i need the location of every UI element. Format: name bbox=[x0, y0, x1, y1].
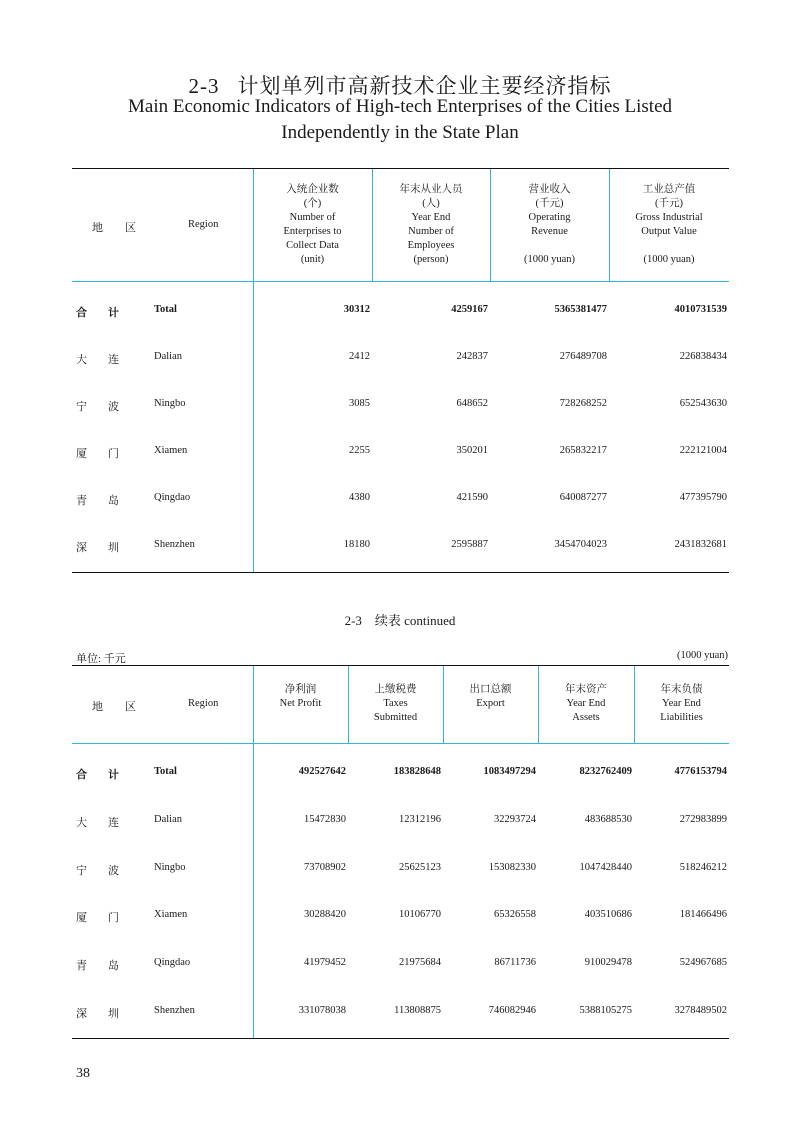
continued-title: 2-3 续表 continued bbox=[344, 613, 456, 628]
region-name-en: Xiamen bbox=[154, 445, 188, 456]
table-cell-value: 21975684 bbox=[399, 957, 441, 968]
region-name-en: Ningbo bbox=[154, 398, 186, 409]
table-cell-value: 25625123 bbox=[399, 862, 441, 873]
table-cell-value: 652543630 bbox=[679, 398, 727, 409]
region-header-en: Region bbox=[188, 219, 219, 230]
column-header-line: (person) bbox=[413, 254, 449, 265]
region-name-en: Dalian bbox=[154, 351, 182, 362]
region-name-en: Qingdao bbox=[154, 492, 191, 503]
table2-bottom-rule bbox=[72, 1038, 729, 1039]
column-header bbox=[634, 683, 729, 725]
table1-top-rule bbox=[72, 168, 729, 169]
column-header bbox=[253, 683, 348, 711]
column-header-line: Employees bbox=[407, 240, 455, 251]
table-cell-value: 32293724 bbox=[494, 814, 536, 825]
column-header bbox=[372, 183, 490, 267]
region-name-cn: 大 bbox=[76, 817, 87, 829]
table-row bbox=[0, 539, 800, 555]
table-row bbox=[0, 957, 800, 973]
table-cell-value: 331078038 bbox=[298, 1005, 346, 1016]
table-cell-value: 421590 bbox=[456, 492, 488, 503]
region-name-en: Qingdao bbox=[154, 957, 191, 968]
page-number: 38 bbox=[76, 1066, 90, 1081]
region-name-cn: 青 bbox=[76, 495, 87, 507]
region-name-en: Ningbo bbox=[154, 862, 186, 873]
table-cell-value: 86711736 bbox=[494, 957, 536, 968]
table-cell-value: 477395790 bbox=[679, 492, 727, 503]
column-header-line: 入统企业数 bbox=[286, 184, 339, 195]
column-header bbox=[348, 683, 443, 725]
table-cell-value: 276489708 bbox=[559, 351, 607, 362]
table-row bbox=[0, 351, 800, 367]
column-header-line: 出口总额 bbox=[469, 684, 512, 695]
table-row-total bbox=[0, 766, 800, 782]
column-header-line: 年末从业人员 bbox=[399, 184, 463, 195]
table-cell-value: 3278489502 bbox=[674, 1005, 727, 1016]
table-cell-value: 640087277 bbox=[559, 492, 607, 503]
column-header-line: (千元) bbox=[535, 198, 564, 209]
unit-label-cn: 单位: 千元 bbox=[76, 653, 126, 665]
column-header-line: Taxes bbox=[383, 698, 408, 709]
table-cell-value: 153082330 bbox=[488, 862, 536, 873]
table-cell-value: 3454704023 bbox=[554, 539, 607, 550]
region-name-cn: 圳 bbox=[108, 1008, 119, 1020]
table-cell-value: 648652 bbox=[456, 398, 488, 409]
column-header-line: Assets bbox=[572, 712, 600, 723]
region-header-cn: 地 区 bbox=[92, 222, 136, 234]
table-cell-value: 524967685 bbox=[679, 957, 727, 968]
table-cell-value: 403510686 bbox=[584, 909, 632, 920]
table-cell-value: 226838434 bbox=[679, 351, 727, 362]
region-name-cn: 计 bbox=[108, 307, 119, 319]
table-cell-value: 1083497294 bbox=[483, 766, 536, 777]
table-cell-value: 12312196 bbox=[399, 814, 441, 825]
column-header bbox=[443, 683, 538, 711]
region-name-cn: 门 bbox=[108, 448, 119, 460]
region-name-cn: 计 bbox=[108, 769, 119, 781]
region-name-cn: 厦 bbox=[76, 448, 87, 460]
region-name-cn: 岛 bbox=[108, 960, 119, 972]
column-header-line: (1000 yuan) bbox=[643, 254, 695, 265]
region-name-cn: 深 bbox=[76, 1008, 87, 1020]
region-name-cn: 大 bbox=[76, 354, 87, 366]
table-cell-value: 222121004 bbox=[679, 445, 727, 456]
table-cell-value: 265832217 bbox=[559, 445, 607, 456]
column-header-line: Liabilities bbox=[660, 712, 703, 723]
column-header-line: (千元) bbox=[655, 198, 683, 209]
table-cell-value: 181466496 bbox=[679, 909, 727, 920]
table-cell-value: 10106770 bbox=[399, 909, 441, 920]
column-header-line: Number of bbox=[408, 226, 454, 237]
table-row bbox=[0, 445, 800, 461]
column-header-line: (unit) bbox=[300, 254, 325, 265]
region-name-cn: 青 bbox=[76, 960, 87, 972]
column-header-line: Collect Data bbox=[286, 240, 339, 251]
page-title-en-line2: Independently in the State Plan bbox=[281, 122, 519, 143]
column-header-line: Gross Industrial bbox=[635, 212, 703, 223]
table-cell-value: 5388105275 bbox=[579, 1005, 632, 1016]
table-cell-value: 4010731539 bbox=[674, 304, 727, 315]
column-header-line: 年末负债 bbox=[660, 684, 703, 695]
region-name-cn: 合 bbox=[76, 769, 87, 781]
region-name-en: Dalian bbox=[154, 814, 182, 825]
column-header-line: Year End bbox=[566, 698, 606, 709]
table-cell-value: 113808875 bbox=[394, 1005, 441, 1016]
table-cell-value: 8232762409 bbox=[579, 766, 632, 777]
column-header-line: (人) bbox=[422, 198, 440, 209]
region-name-cn: 深 bbox=[76, 542, 87, 554]
table-row bbox=[0, 492, 800, 508]
table-cell-value: 41979452 bbox=[304, 957, 346, 968]
column-header-line: Operating bbox=[528, 212, 571, 223]
table-cell-value: 492527642 bbox=[298, 766, 346, 777]
region-name-cn: 波 bbox=[108, 865, 119, 877]
table-cell-value: 30312 bbox=[343, 304, 370, 315]
table-row bbox=[0, 398, 800, 414]
table-cell-value: 2255 bbox=[349, 445, 370, 456]
table-row bbox=[0, 1005, 800, 1021]
region-name-cn: 宁 bbox=[76, 401, 87, 413]
table2-header-rule bbox=[72, 743, 729, 744]
column-header-line: 年末资产 bbox=[565, 684, 607, 695]
column-header-line bbox=[490, 239, 609, 253]
column-header-line: Year End bbox=[662, 698, 701, 709]
column-header-line: Output Value bbox=[641, 226, 697, 237]
column-header-line: 上缴税费 bbox=[374, 684, 417, 695]
region-name-cn: 厦 bbox=[76, 912, 87, 924]
column-header-line bbox=[609, 239, 729, 253]
column-header-line: Net Profit bbox=[279, 698, 322, 709]
region-name-en: Total bbox=[154, 766, 177, 777]
region-name-cn: 波 bbox=[108, 401, 119, 413]
column-header-line: 工业总产值 bbox=[642, 184, 696, 195]
column-header-line: 净利润 bbox=[284, 684, 317, 695]
column-header-line: Revenue bbox=[531, 226, 568, 237]
table-cell-value: 728268252 bbox=[559, 398, 607, 409]
table-cell-value: 4380 bbox=[349, 492, 370, 503]
table-cell-value: 183828648 bbox=[393, 766, 441, 777]
column-header-line: Enterprises to bbox=[283, 226, 342, 237]
table-cell-value: 910029478 bbox=[584, 957, 632, 968]
column-header bbox=[490, 183, 609, 267]
region-name-cn: 门 bbox=[108, 912, 119, 924]
column-header-line: Number of bbox=[289, 212, 336, 223]
table-row bbox=[0, 862, 800, 878]
column-header bbox=[609, 183, 729, 267]
column-header-line: Year End bbox=[411, 212, 451, 223]
table1-bottom-rule bbox=[72, 572, 729, 573]
region-name-cn: 宁 bbox=[76, 865, 87, 877]
table-cell-value: 73708902 bbox=[304, 862, 346, 873]
region-name-en: Xiamen bbox=[154, 909, 188, 920]
table-cell-value: 2431832681 bbox=[674, 539, 727, 550]
region-name-cn: 连 bbox=[108, 354, 119, 366]
region-name-en: Shenzhen bbox=[154, 1005, 195, 1016]
table-number: 2-3 bbox=[188, 74, 220, 98]
table-cell-value: 242837 bbox=[456, 351, 488, 362]
table-cell-value: 746082946 bbox=[488, 1005, 536, 1016]
table-cell-value: 1047428440 bbox=[579, 862, 632, 873]
table-cell-value: 350201 bbox=[456, 445, 488, 456]
table2-top-rule bbox=[72, 665, 729, 666]
title-cn-text: 计划单列市高新技术企业主要经济指标 bbox=[237, 74, 612, 98]
table-cell-value: 483688530 bbox=[584, 814, 632, 825]
table-cell-value: 3085 bbox=[349, 398, 370, 409]
table-row bbox=[0, 909, 800, 925]
table2-divider-region bbox=[253, 666, 254, 1038]
region-header-cn: 地 区 bbox=[92, 701, 136, 713]
column-header-line: (个) bbox=[303, 198, 322, 209]
table-row-total bbox=[0, 304, 800, 320]
region-name-cn: 合 bbox=[76, 307, 87, 319]
table-cell-value: 5365381477 bbox=[554, 304, 607, 315]
table1-header-rule bbox=[72, 281, 729, 282]
column-header bbox=[538, 683, 634, 725]
table-cell-value: 272983899 bbox=[679, 814, 727, 825]
table-cell-value: 30288420 bbox=[304, 909, 346, 920]
table-row bbox=[0, 814, 800, 830]
table-cell-value: 18180 bbox=[343, 539, 370, 550]
region-name-cn: 岛 bbox=[108, 495, 119, 507]
region-name-cn: 圳 bbox=[108, 542, 119, 554]
table-cell-value: 2412 bbox=[349, 351, 370, 362]
table-cell-value: 4776153794 bbox=[674, 766, 727, 777]
table-cell-value: 65326558 bbox=[494, 909, 536, 920]
region-name-en: Total bbox=[154, 304, 177, 315]
unit-label-en: (1000 yuan) bbox=[676, 650, 728, 661]
table-cell-value: 15472830 bbox=[304, 814, 346, 825]
table-cell-value: 518246212 bbox=[679, 862, 727, 873]
region-name-cn: 连 bbox=[108, 817, 119, 829]
region-header-en: Region bbox=[188, 698, 219, 709]
table-cell-value: 2595887 bbox=[451, 539, 488, 550]
column-header-line: Export bbox=[476, 698, 505, 709]
column-header-line: Submitted bbox=[373, 712, 418, 723]
page-title-en-line1: Main Economic Indicators of High-tech Enterprises of the Cities Listed bbox=[128, 96, 672, 117]
column-header-line: (1000 yuan) bbox=[523, 254, 576, 265]
column-header bbox=[253, 183, 372, 267]
region-name-en: Shenzhen bbox=[154, 539, 195, 550]
column-header-line: 营业收入 bbox=[528, 184, 571, 195]
table-cell-value: 4259167 bbox=[451, 304, 488, 315]
